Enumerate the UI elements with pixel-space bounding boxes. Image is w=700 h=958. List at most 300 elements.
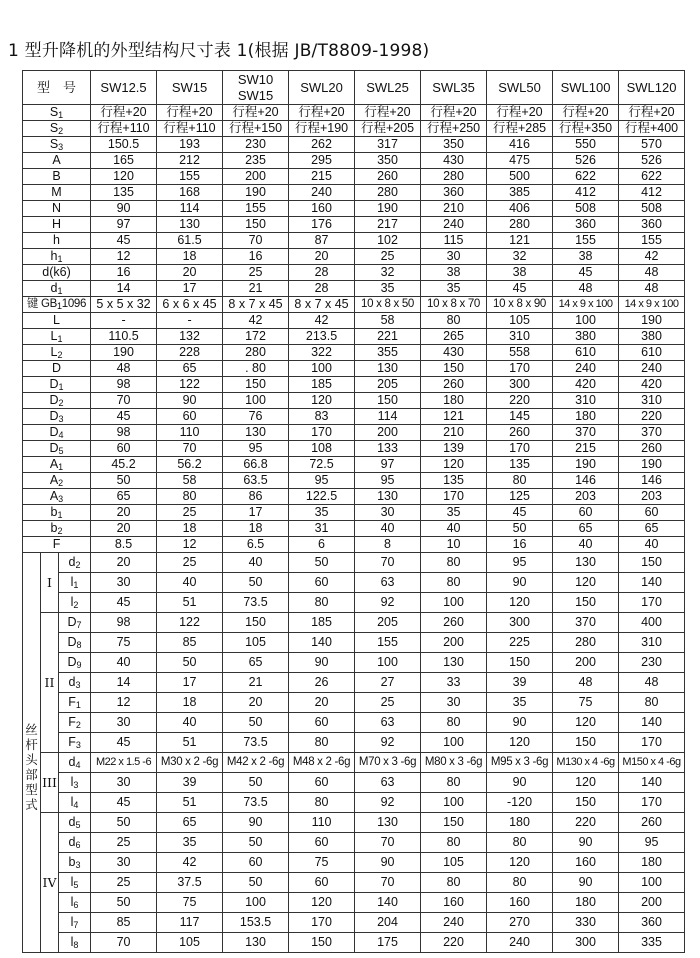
- value-cell: 63: [355, 773, 421, 793]
- value-cell: 622: [619, 169, 685, 185]
- table-row: [23, 297, 685, 313]
- value-cell: 60: [553, 505, 619, 521]
- value-cell: 370: [553, 613, 619, 633]
- value-cell: 95: [289, 473, 355, 489]
- table-row: [23, 121, 685, 137]
- value-cell: 60: [289, 833, 355, 853]
- value-cell: 6.5: [223, 537, 289, 553]
- table-row: [23, 137, 685, 153]
- value-cell: 98: [91, 613, 157, 633]
- value-cell: 45: [91, 593, 157, 613]
- value-cell: 105: [421, 853, 487, 873]
- value-cell: -120: [487, 793, 553, 813]
- table-row: [23, 521, 685, 537]
- value-cell: 120: [289, 393, 355, 409]
- value-cell: 80: [619, 693, 685, 713]
- value-cell: 160: [553, 853, 619, 873]
- value-cell: 6: [289, 537, 355, 553]
- value-cell: 行程+20: [289, 105, 355, 121]
- value-cell: 146: [619, 473, 685, 489]
- row-label: $S_2$: [23, 121, 91, 137]
- value-cell: 73.5: [223, 733, 289, 753]
- value-cell: 80: [421, 873, 487, 893]
- value-cell: 150: [553, 733, 619, 753]
- value-cell: 98: [91, 377, 157, 393]
- value-cell: 25: [91, 833, 157, 853]
- table-row: [23, 201, 685, 217]
- table-row: [23, 473, 685, 489]
- value-cell: 240: [553, 361, 619, 377]
- value-cell: 508: [619, 201, 685, 217]
- value-cell: M70 x 3 -6g: [355, 753, 421, 773]
- value-cell: 212: [157, 153, 223, 169]
- screw-head-type-I: I: [41, 553, 59, 613]
- subscript: 5: [75, 820, 81, 830]
- value-cell: 51: [157, 793, 223, 813]
- subscript: 1: [57, 510, 63, 520]
- value-cell: 25: [355, 249, 421, 265]
- dimension-table: [22, 70, 685, 953]
- value-cell: 75: [157, 893, 223, 913]
- value-cell: 行程+285: [487, 121, 553, 137]
- value-cell: 260: [619, 441, 685, 457]
- value-cell: 30: [91, 853, 157, 873]
- row-label: $l_3$: [59, 773, 91, 793]
- model-header: SW12.5: [91, 71, 157, 105]
- row-label: d(k6): [23, 265, 91, 281]
- value-cell: 310: [553, 393, 619, 409]
- value-cell: 行程+350: [553, 121, 619, 137]
- screw-head-row: [23, 873, 685, 893]
- subscript: 4: [73, 800, 79, 810]
- value-cell: 65: [91, 489, 157, 505]
- value-cell: 221: [355, 329, 421, 345]
- value-cell: 45: [91, 793, 157, 813]
- value-cell: 228: [157, 345, 223, 361]
- value-cell: 180: [553, 893, 619, 913]
- value-cell: 150: [223, 613, 289, 633]
- row-label: $l_7$: [59, 913, 91, 933]
- value-cell: 130: [421, 653, 487, 673]
- value-cell: 213.5: [289, 329, 355, 345]
- value-cell: 50: [91, 813, 157, 833]
- value-cell: 60: [289, 873, 355, 893]
- value-cell: 56.2: [157, 457, 223, 473]
- value-cell: 50: [157, 653, 223, 673]
- value-cell: 80: [289, 793, 355, 813]
- screw-head-type-II: II: [41, 613, 59, 753]
- value-cell: 行程+20: [91, 105, 157, 121]
- row-label: $D_8$: [59, 633, 91, 653]
- screw-head-row: [23, 713, 685, 733]
- value-cell: 14 x 9 x 100: [619, 297, 685, 313]
- value-cell: 50: [487, 521, 553, 537]
- value-cell: 122: [157, 613, 223, 633]
- row-label: B: [23, 169, 91, 185]
- subscript: 1: [58, 462, 64, 472]
- value-cell: 42: [289, 313, 355, 329]
- value-cell: 150: [487, 653, 553, 673]
- screw-head-section-label: 丝 杆 头 部 型 式: [23, 553, 41, 953]
- value-cell: 70: [355, 553, 421, 573]
- value-cell: 51: [157, 733, 223, 753]
- value-cell: 110: [157, 425, 223, 441]
- value-cell: 150: [421, 813, 487, 833]
- value-cell: 16: [91, 265, 157, 281]
- value-cell: 260: [421, 613, 487, 633]
- subscript: 7: [73, 920, 79, 930]
- subscript: 3: [58, 414, 64, 424]
- row-label: $L_1$: [23, 329, 91, 345]
- value-cell: 20: [91, 553, 157, 573]
- subscript: 8: [76, 640, 82, 650]
- value-cell: 130: [355, 489, 421, 505]
- row-label: $S_3$: [23, 137, 91, 153]
- value-cell: 45: [487, 281, 553, 297]
- value-cell: 95: [355, 473, 421, 489]
- value-cell: 120: [553, 713, 619, 733]
- value-cell: 280: [355, 185, 421, 201]
- row-label: $F_1$: [59, 693, 91, 713]
- value-cell: 280: [553, 633, 619, 653]
- value-cell: 行程+150: [223, 121, 289, 137]
- value-cell: 406: [487, 201, 553, 217]
- value-cell: 51: [157, 593, 223, 613]
- value-cell: 30: [355, 505, 421, 521]
- value-cell: 115: [421, 233, 487, 249]
- value-cell: 65: [553, 521, 619, 537]
- value-cell: M130 x 4 -6g: [553, 753, 619, 773]
- table-row: [23, 233, 685, 249]
- value-cell: 10: [421, 537, 487, 553]
- value-cell: 17: [223, 505, 289, 521]
- value-cell: 105: [157, 933, 223, 953]
- value-cell: 140: [355, 893, 421, 913]
- value-cell: 30: [91, 573, 157, 593]
- value-cell: 193: [157, 137, 223, 153]
- row-label: $h_1$: [23, 249, 91, 265]
- value-cell: 420: [619, 377, 685, 393]
- value-cell: 42: [157, 853, 223, 873]
- value-cell: 26: [289, 673, 355, 693]
- value-cell: 61.5: [157, 233, 223, 249]
- value-cell: 140: [619, 573, 685, 593]
- value-cell: 220: [421, 933, 487, 953]
- value-cell: 310: [619, 633, 685, 653]
- value-cell: 155: [619, 233, 685, 249]
- value-cell: 160: [421, 893, 487, 913]
- value-cell: 190: [355, 201, 421, 217]
- value-cell: 45: [487, 505, 553, 521]
- value-cell: 165: [91, 153, 157, 169]
- value-cell: 60: [619, 505, 685, 521]
- value-cell: M80 x 3 -6g: [421, 753, 487, 773]
- value-cell: 40: [553, 537, 619, 553]
- value-cell: 85: [91, 913, 157, 933]
- row-label: $b_2$: [23, 521, 91, 537]
- page-title: 1 型升降机的外型结构尺寸表 1(根据 JB/T8809-1998): [8, 41, 430, 61]
- value-cell: 25: [91, 873, 157, 893]
- value-cell: 40: [157, 573, 223, 593]
- value-cell: 50: [91, 473, 157, 489]
- value-cell: 80: [421, 573, 487, 593]
- subscript: 2: [75, 720, 81, 730]
- value-cell: 200: [421, 633, 487, 653]
- subscript: 1: [57, 334, 63, 344]
- value-cell: 12: [157, 537, 223, 553]
- value-cell: 14 x 9 x 100: [553, 297, 619, 313]
- screw-head-row: [23, 853, 685, 873]
- value-cell: 50: [289, 553, 355, 573]
- value-cell: 63: [355, 713, 421, 733]
- table-row: [23, 281, 685, 297]
- subscript: 2: [57, 350, 63, 360]
- value-cell: 430: [421, 153, 487, 169]
- value-cell: 260: [421, 377, 487, 393]
- value-cell: 190: [619, 313, 685, 329]
- model-header: SWL50: [487, 71, 553, 105]
- table-row: [23, 425, 685, 441]
- value-cell: 335: [619, 933, 685, 953]
- subscript: 1: [75, 700, 81, 710]
- value-cell: 185: [289, 377, 355, 393]
- value-cell: 32: [487, 249, 553, 265]
- subscript: 3: [73, 780, 79, 790]
- value-cell: 220: [487, 393, 553, 409]
- table-row: [23, 313, 685, 329]
- value-cell: 412: [553, 185, 619, 201]
- value-cell: 135: [421, 473, 487, 489]
- value-cell: 135: [91, 185, 157, 201]
- value-cell: 270: [487, 913, 553, 933]
- row-label: $d_5$: [59, 813, 91, 833]
- row-label: $l_4$: [59, 793, 91, 813]
- value-cell: 170: [619, 593, 685, 613]
- value-cell: 260: [619, 813, 685, 833]
- value-cell: 80: [421, 713, 487, 733]
- value-cell: 330: [553, 913, 619, 933]
- value-cell: 155: [157, 169, 223, 185]
- value-cell: 430: [421, 345, 487, 361]
- value-cell: 135: [487, 457, 553, 473]
- value-cell: 73.5: [223, 593, 289, 613]
- model-header-label: 型 号: [23, 71, 91, 105]
- row-label: $l_1$: [59, 573, 91, 593]
- value-cell: 38: [553, 249, 619, 265]
- value-cell: 50: [223, 573, 289, 593]
- value-cell: 97: [91, 217, 157, 233]
- screw-head-row: [23, 933, 685, 953]
- value-cell: 122.5: [289, 489, 355, 505]
- value-cell: 176: [289, 217, 355, 233]
- row-label: $F_3$: [59, 733, 91, 753]
- value-cell: 240: [421, 913, 487, 933]
- value-cell: 145: [487, 409, 553, 425]
- value-cell: 130: [355, 361, 421, 377]
- value-cell: 90: [553, 873, 619, 893]
- value-cell: 133: [355, 441, 421, 457]
- subscript: 4: [58, 430, 64, 440]
- subscript: 5: [73, 880, 79, 890]
- value-cell: 20: [91, 521, 157, 537]
- value-cell: 500: [487, 169, 553, 185]
- value-cell: 行程+110: [91, 121, 157, 137]
- value-cell: 18: [157, 249, 223, 265]
- value-cell: 170: [289, 425, 355, 441]
- value-cell: 85: [157, 633, 223, 653]
- value-cell: 33: [421, 673, 487, 693]
- value-cell: 37.5: [157, 873, 223, 893]
- value-cell: 105: [223, 633, 289, 653]
- value-cell: 105: [487, 313, 553, 329]
- model-header: SW15: [157, 71, 223, 105]
- value-cell: 90: [487, 713, 553, 733]
- value-cell: 260: [487, 425, 553, 441]
- value-cell: 139: [421, 441, 487, 457]
- value-cell: 610: [553, 345, 619, 361]
- model-header: SWL20: [289, 71, 355, 105]
- screw-head-row: [23, 813, 685, 833]
- value-cell: 526: [553, 153, 619, 169]
- value-cell: 行程+205: [355, 121, 421, 137]
- value-cell: 98: [91, 425, 157, 441]
- value-cell: 190: [619, 457, 685, 473]
- value-cell: 16: [487, 537, 553, 553]
- value-cell: 38: [487, 265, 553, 281]
- value-cell: 5 x 5 x 32: [91, 297, 157, 313]
- value-cell: 125: [487, 489, 553, 505]
- value-cell: 45: [553, 265, 619, 281]
- value-cell: 行程+20: [553, 105, 619, 121]
- screw-head-row: [23, 693, 685, 713]
- value-cell: 80: [421, 553, 487, 573]
- value-cell: 200: [553, 653, 619, 673]
- table-row: [23, 537, 685, 553]
- subscript: 2: [58, 398, 64, 408]
- value-cell: 203: [553, 489, 619, 505]
- value-cell: M150 x 4 -6g: [619, 753, 685, 773]
- table-row: [23, 153, 685, 169]
- value-cell: 385: [487, 185, 553, 201]
- value-cell: 140: [619, 773, 685, 793]
- value-cell: 205: [355, 613, 421, 633]
- value-cell: 155: [553, 233, 619, 249]
- value-cell: 114: [157, 201, 223, 217]
- value-cell: 416: [487, 137, 553, 153]
- value-cell: 140: [619, 713, 685, 733]
- value-cell: 21: [223, 281, 289, 297]
- value-cell: 170: [619, 793, 685, 813]
- value-cell: 526: [619, 153, 685, 169]
- value-cell: 92: [355, 593, 421, 613]
- value-cell: 153.5: [223, 913, 289, 933]
- value-cell: 90: [553, 833, 619, 853]
- value-cell: 65: [619, 521, 685, 537]
- screw-head-row: [23, 913, 685, 933]
- value-cell: 360: [421, 185, 487, 201]
- value-cell: 215: [553, 441, 619, 457]
- row-label: $l_6$: [59, 893, 91, 913]
- subscript: 5: [58, 446, 64, 456]
- value-cell: 300: [553, 933, 619, 953]
- subscript: 3: [58, 142, 64, 152]
- value-cell: 28: [289, 265, 355, 281]
- value-cell: 6 x 6 x 45: [157, 297, 223, 313]
- value-cell: 30: [91, 773, 157, 793]
- value-cell: 160: [289, 201, 355, 217]
- value-cell: 70: [91, 933, 157, 953]
- row-label: D: [23, 361, 91, 377]
- value-cell: 60: [157, 409, 223, 425]
- row-label: $d_6$: [59, 833, 91, 853]
- screw-head-row: [23, 553, 685, 573]
- value-cell: 130: [157, 217, 223, 233]
- value-cell: 203: [619, 489, 685, 505]
- value-cell: 150: [355, 393, 421, 409]
- value-cell: 63: [355, 573, 421, 593]
- value-cell: 508: [553, 201, 619, 217]
- row-label: N: [23, 201, 91, 217]
- row-label: $d_3$: [59, 673, 91, 693]
- value-cell: 180: [421, 393, 487, 409]
- value-cell: 200: [619, 893, 685, 913]
- value-cell: 280: [223, 345, 289, 361]
- value-cell: 190: [91, 345, 157, 361]
- value-cell: 60: [223, 853, 289, 873]
- value-cell: 25: [157, 553, 223, 573]
- screw-head-row: [23, 893, 685, 913]
- value-cell: 95: [223, 441, 289, 457]
- value-cell: 8: [355, 537, 421, 553]
- value-cell: M30 x 2 -6g: [157, 753, 223, 773]
- subscript: 1: [57, 286, 63, 296]
- value-cell: 65: [157, 813, 223, 833]
- subscript: 7: [76, 620, 82, 630]
- value-cell: 18: [157, 521, 223, 537]
- value-cell: 97: [355, 457, 421, 473]
- value-cell: 370: [553, 425, 619, 441]
- value-cell: 150: [553, 593, 619, 613]
- row-label: $d_1$: [23, 281, 91, 297]
- value-cell: 220: [619, 409, 685, 425]
- value-cell: 80: [289, 593, 355, 613]
- value-cell: 558: [487, 345, 553, 361]
- value-cell: 17: [157, 673, 223, 693]
- table-row: [23, 345, 685, 361]
- value-cell: 10 x 8 x 90: [487, 297, 553, 313]
- value-cell: 155: [223, 201, 289, 217]
- value-cell: 150: [289, 933, 355, 953]
- value-cell: 28: [289, 281, 355, 297]
- value-cell: 76: [223, 409, 289, 425]
- model-header: SWL120: [619, 71, 685, 105]
- value-cell: 235: [223, 153, 289, 169]
- value-cell: 80: [487, 873, 553, 893]
- value-cell: M95 x 3 -6g: [487, 753, 553, 773]
- value-cell: 73.5: [223, 793, 289, 813]
- value-cell: 210: [421, 201, 487, 217]
- value-cell: 120: [553, 573, 619, 593]
- subscript: 3: [75, 860, 81, 870]
- value-cell: 295: [289, 153, 355, 169]
- value-cell: 90: [91, 201, 157, 217]
- value-cell: 121: [421, 409, 487, 425]
- value-cell: 130: [355, 813, 421, 833]
- screw-head-row: [23, 773, 685, 793]
- value-cell: 60: [91, 441, 157, 457]
- screw-head-row: [23, 633, 685, 653]
- value-cell: 行程+250: [421, 121, 487, 137]
